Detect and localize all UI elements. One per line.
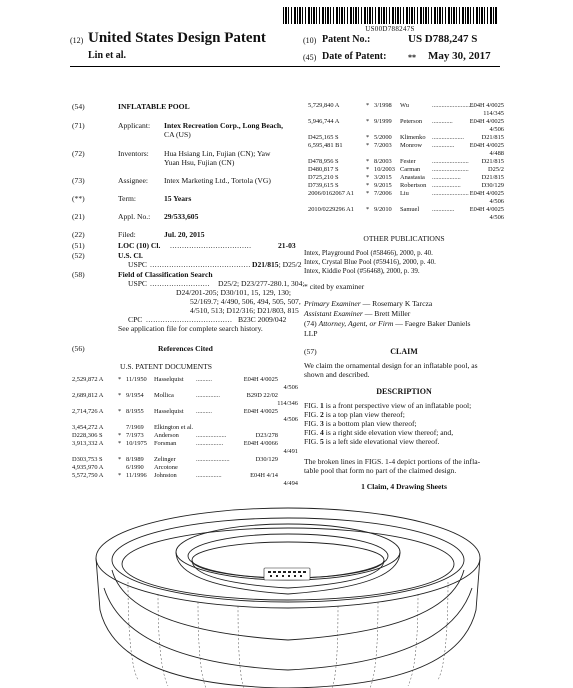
ref-star: * xyxy=(118,440,122,447)
ref-name: Zelinger xyxy=(154,456,176,463)
ref-class: D21/815 xyxy=(481,174,504,181)
claim-text-2: shown and described. xyxy=(304,370,370,379)
uspc-value: D21/815 xyxy=(252,260,279,269)
description-line xyxy=(304,438,439,447)
ref-name: Mollica xyxy=(154,392,174,399)
field-54 xyxy=(72,102,85,111)
appl-no-value: 29/533,605 xyxy=(164,212,199,221)
ref-dots: .................. xyxy=(432,174,461,181)
ref-date: 11/1950 xyxy=(126,376,147,383)
ref-date: 8/1955 xyxy=(126,408,144,415)
attorney-value: — Faegre Baker Daniels xyxy=(395,319,471,328)
assignee-label: Assignee: xyxy=(118,176,148,185)
tag-45: (45) xyxy=(303,53,317,62)
ref-dots: ....................... xyxy=(432,166,469,173)
tag-72: (72) xyxy=(72,149,85,158)
us-cl-label: U.S. Cl. xyxy=(118,251,143,260)
ref-number: 4,935,970 A xyxy=(72,464,104,471)
claim-text-1: We claim the ornamental design for an inflatable pool, as xyxy=(304,361,478,370)
ref-name: Anastasia xyxy=(400,174,425,181)
ref-star: * xyxy=(118,408,122,415)
ref-class: D30/129 xyxy=(255,456,278,463)
filed-value: Jul. 20, 2015 xyxy=(164,230,205,239)
left-refs xyxy=(72,376,298,487)
patent-date: May 30, 2017 xyxy=(428,50,491,62)
ref-name: Peterson xyxy=(400,118,423,125)
ref-number: 2,714,726 A xyxy=(72,408,104,415)
ref-number: D425,165 S xyxy=(308,134,339,141)
ref-name: Klimenko xyxy=(400,134,426,141)
description-fig-number: 4 xyxy=(320,428,324,437)
patent-number: US D788,247 S xyxy=(408,33,478,45)
ref-class: D21/815 xyxy=(481,158,504,165)
ref-class: D21/815 xyxy=(481,134,504,141)
patent-no-label: Patent No.: xyxy=(322,34,371,45)
description-fig-number: 2 xyxy=(320,410,324,419)
ref-dots: .............. xyxy=(432,206,455,213)
tag-56: (56) xyxy=(72,344,85,353)
ref-dots: ................... xyxy=(196,432,227,439)
ref-class: E04H 4/0025 xyxy=(243,408,278,415)
ref-dots: .......................... xyxy=(432,102,474,109)
title: INFLATABLE POOL xyxy=(118,102,190,111)
cpc-value: B23C 2009/042 xyxy=(238,315,287,324)
ref-class-secondary: 4/506 xyxy=(489,126,504,133)
ref-dots: ....................... xyxy=(432,158,469,165)
ref-number: D739,615 S xyxy=(308,182,339,189)
tag-73: (73) xyxy=(72,176,85,185)
inventors-line2: Yuan Hsu, Fujian (CN) xyxy=(164,158,235,167)
uspc-label: USPC xyxy=(128,260,147,269)
tag-74: (74) xyxy=(304,319,317,328)
other-pubs-title: OTHER PUBLICATIONS xyxy=(363,234,445,243)
ref-star: * xyxy=(366,142,370,149)
ref-date: 9/2010 xyxy=(374,206,392,213)
ref-date: 7/1973 xyxy=(126,432,144,439)
other-pub-0: Intex, Playground Pool (#58466), 2000, p. 40. xyxy=(304,249,433,257)
document-type: United States Design Patent xyxy=(88,30,266,46)
claims-summary: 1 Claim, 4 Drawing Sheets xyxy=(361,482,447,491)
primary-examiner xyxy=(304,300,432,309)
ref-date: 8/1989 xyxy=(126,456,144,463)
broken-lines-1: The broken lines in FIGS. 1-4 depict portions of the infla- xyxy=(304,457,481,466)
description-fig-number: 3 xyxy=(320,419,324,428)
attorney-label: Attorney, Agent, or Firm xyxy=(318,319,394,328)
ref-star: * xyxy=(118,432,122,439)
search-note: See application file for complete search history. xyxy=(118,324,263,333)
ref-number: 2010/0229296 A1 xyxy=(308,206,354,213)
ref-number: 6,595,481 B1 xyxy=(308,142,343,149)
ref-star: * xyxy=(366,190,370,197)
other-pub-1: Intex, Crystal Blue Pool (#59416), 2000, p. 40. xyxy=(304,258,436,266)
assistant-value: — Brett Miller xyxy=(364,309,411,318)
ref-dots: ..................... xyxy=(196,456,230,463)
ref-dots: ....................... xyxy=(432,190,469,197)
uspc-extra: ; D25/2 xyxy=(278,260,302,269)
ref-star: * xyxy=(366,206,370,213)
description-pre: FIG. xyxy=(304,428,321,437)
loc-dots: .................................. xyxy=(170,241,252,250)
attorney-line2: LLP xyxy=(304,329,318,338)
description-pre: FIG. xyxy=(304,437,321,446)
ref-dots: ............. xyxy=(432,118,453,125)
ref-star: * xyxy=(118,392,122,399)
ref-date: 6/1990 xyxy=(126,464,144,471)
assignee-line1: Intex Marketing Ltd., Tortola (VG) xyxy=(164,176,271,185)
ref-star: * xyxy=(366,174,370,181)
ref-name: Monrow xyxy=(400,142,423,149)
ref-name: Hasselquist xyxy=(154,376,184,383)
refs-cited-label: References Cited xyxy=(158,344,213,353)
filed-label: Filed: xyxy=(118,230,136,239)
search-uspc-dots: ......................... xyxy=(150,279,210,288)
inventors-label: Inventors: xyxy=(118,149,149,158)
description-post: is a front perspective view of an inflatable pool; xyxy=(323,401,472,410)
ref-name: Fester xyxy=(400,158,416,165)
tag-57: (57) xyxy=(304,347,317,356)
tag-10: (10) xyxy=(303,36,317,45)
ref-name: Anderson xyxy=(154,432,179,439)
ref-name: Arcotone xyxy=(154,464,178,471)
term-value: 15 Years xyxy=(164,194,192,203)
ref-class-secondary: 114/345 xyxy=(483,110,504,117)
ref-date: 9/2015 xyxy=(374,182,392,189)
ref-dots: .......... xyxy=(196,408,212,415)
search-line-0: D25/2; D23/277-280.1, 304; xyxy=(218,279,305,288)
search-uspc-label: USPC xyxy=(128,279,147,288)
ref-number: 5,729,840 A xyxy=(308,102,340,109)
ref-number: D478,956 S xyxy=(308,158,339,165)
inventors-line1: Hua Hsiang Lin, Fujian (CN); Yaw xyxy=(164,149,271,158)
ref-date: 8/2003 xyxy=(374,158,392,165)
description-pre: FIG. xyxy=(304,410,321,419)
ref-date: 7/1969 xyxy=(126,424,144,431)
ref-number: 2,689,812 A xyxy=(72,392,104,399)
ref-star: * xyxy=(366,118,370,125)
ref-class: B29D 22/02 xyxy=(246,392,278,399)
ref-date: 10/1975 xyxy=(126,440,147,447)
tag-54: (54) xyxy=(72,102,85,111)
ref-date: 10/2003 xyxy=(374,166,395,173)
ref-class-secondary: 4/506 xyxy=(489,198,504,205)
description-post: is a left side elevational view thereof. xyxy=(323,437,440,446)
ref-class: E04H 4/0025 xyxy=(243,376,278,383)
tag-21: (21) xyxy=(72,212,85,221)
description-pre: FIG. xyxy=(304,401,321,410)
applicant-line2: CA (US) xyxy=(164,130,191,139)
ref-class-secondary: 4/506 xyxy=(283,416,298,423)
term-label: Term: xyxy=(118,194,137,203)
cpc-dots: .................................... xyxy=(146,315,233,324)
search-line-1: D24/201-205; D30/101, 15, 129, 130; xyxy=(176,288,291,297)
ref-class-secondary: 4/506 xyxy=(489,214,504,221)
cpc-label: CPC xyxy=(128,315,143,324)
assistant-examiner xyxy=(304,310,410,319)
ref-class-secondary: 114/346 xyxy=(277,400,298,407)
ref-date: 5/2000 xyxy=(374,134,392,141)
field-search-label: Field of Classification Search xyxy=(118,270,213,279)
ref-dots: .................. xyxy=(432,182,461,189)
ref-number: 3,454,272 A xyxy=(72,424,104,431)
ref-class: E04H 4/0025 xyxy=(469,142,504,149)
primary-value: — Rosemary K Tarcza xyxy=(362,299,433,308)
tag-22: (22) xyxy=(72,230,85,239)
ref-class: E04H 4/0025 xyxy=(469,206,504,213)
cited-note: * cited by examiner xyxy=(304,282,365,291)
ref-number: 2006/0162067 A1 xyxy=(308,190,354,197)
primary-label: Primary Examiner xyxy=(304,299,361,308)
ref-star: * xyxy=(118,456,122,463)
ref-class: E04H 4/0066 xyxy=(243,440,278,447)
description-title: DESCRIPTION xyxy=(376,387,432,396)
ref-date: 3/2015 xyxy=(374,174,392,181)
description-post: is a top plan view thereof; xyxy=(323,410,405,419)
uspc-dots: .......................................... xyxy=(150,260,251,269)
ref-class: E04H 4/0025 xyxy=(469,102,504,109)
ref-name: Elkington et al. xyxy=(154,424,194,431)
description-post: is a bottom plan view thereof; xyxy=(323,419,417,428)
ref-number: D480,817 S xyxy=(308,166,339,173)
applicant-line1 xyxy=(164,121,283,130)
ref-star: * xyxy=(118,376,122,383)
ref-number: 5,572,750 A xyxy=(72,472,104,479)
ref-dots: ................. xyxy=(196,440,224,447)
ref-name: Carman xyxy=(400,166,421,173)
ref-class: E04H 4/0025 xyxy=(469,190,504,197)
ref-star: * xyxy=(366,182,370,189)
ref-class-secondary: 4/506 xyxy=(283,384,298,391)
tag-52: (52) xyxy=(72,251,85,260)
loc-value: 21-03 xyxy=(278,241,296,250)
attorney-line xyxy=(304,320,471,329)
ref-class: D30/129 xyxy=(481,182,504,189)
tag-12: (12) xyxy=(70,36,84,45)
ref-date: 7/2006 xyxy=(374,190,392,197)
ref-star: * xyxy=(366,102,370,109)
ref-star: * xyxy=(366,158,370,165)
ref-number: 2,529,872 A xyxy=(72,376,104,383)
ref-class: E04H 4/0025 xyxy=(469,118,504,125)
ref-name: Johnston xyxy=(154,472,177,479)
ref-name: Samuel xyxy=(400,206,420,213)
ref-dots: ............... xyxy=(196,392,220,399)
ref-number: D228,306 S xyxy=(72,432,103,439)
inflatable-pool-drawing xyxy=(88,490,488,688)
ref-number: 3,913,332 A xyxy=(72,440,104,447)
broken-lines-2: table pool that form no part of the claimed design. xyxy=(304,466,457,475)
ref-number: D303,753 S xyxy=(72,456,103,463)
ref-date: 11/1996 xyxy=(126,472,147,479)
description-fig-number: 5 xyxy=(320,437,324,446)
ref-number: 5,946,744 A xyxy=(308,118,340,125)
ref-date: 9/1999 xyxy=(374,118,392,125)
ref-date: 3/1998 xyxy=(374,102,392,109)
description-pre: FIG. xyxy=(304,419,321,428)
assistant-label: Assistant Examiner xyxy=(304,309,363,318)
loc-label: LOC (10) Cl. xyxy=(118,241,161,250)
date-label: Date of Patent: xyxy=(322,51,387,62)
ref-number: D725,210 S xyxy=(308,174,339,181)
ref-class: E04H 4/14 xyxy=(250,472,278,479)
tag-51: (51) xyxy=(72,241,85,250)
description-post: is a right side elevation view thereof; and, xyxy=(323,428,454,437)
ref-name: Robertson xyxy=(400,182,427,189)
inventors-short: Lin et al. xyxy=(88,50,127,61)
date-mark: ** xyxy=(408,53,416,62)
uspc-value-wrap xyxy=(252,260,302,269)
barcode-number: US00D788247S xyxy=(365,25,415,33)
ref-star: * xyxy=(366,166,370,173)
ref-date: 7/2003 xyxy=(374,142,392,149)
applicant-label: Applicant: xyxy=(118,121,151,130)
ref-dots: .............. xyxy=(432,142,455,149)
ref-class-secondary: 4/488 xyxy=(489,150,504,157)
tag-71: (71) xyxy=(72,121,85,130)
claim-title: CLAIM xyxy=(390,347,418,356)
ref-name: Liu xyxy=(400,190,409,197)
ref-name: Hasselquist xyxy=(154,408,184,415)
ref-class-secondary: 4/491 xyxy=(283,448,298,455)
ref-class-secondary: 4/494 xyxy=(283,480,298,487)
ref-name: Forsman xyxy=(154,440,177,447)
ref-star: * xyxy=(118,472,122,479)
tag-58: (58) xyxy=(72,270,85,279)
ref-date: 9/1954 xyxy=(126,392,144,399)
ref-name: Wu xyxy=(400,102,409,109)
us-docs-title: U.S. PATENT DOCUMENTS xyxy=(120,362,212,371)
search-line-3: 4/510, 513; D12/316; D21/803, 815 xyxy=(190,306,299,315)
appl-no-label: Appl. No.: xyxy=(118,212,151,221)
description-fig-number: 1 xyxy=(320,401,324,410)
ref-dots: ................ xyxy=(196,472,222,479)
search-line-2: 52/169.7; 4/490, 506, 494, 505, 507, xyxy=(190,297,301,306)
tag-term: (**) xyxy=(72,194,85,203)
ref-class: D23/278 xyxy=(255,432,278,439)
ref-dots: .................... xyxy=(432,134,464,141)
applicant-name: Intex Recreation Corp., Long Beach, xyxy=(164,121,284,130)
ref-class: D25/2 xyxy=(488,166,504,173)
ref-dots: .......... xyxy=(196,376,212,383)
ref-star: * xyxy=(366,134,370,141)
other-pub-2: Intex, Kiddie Pool (#56468), 2000, p. 39. xyxy=(304,267,420,275)
